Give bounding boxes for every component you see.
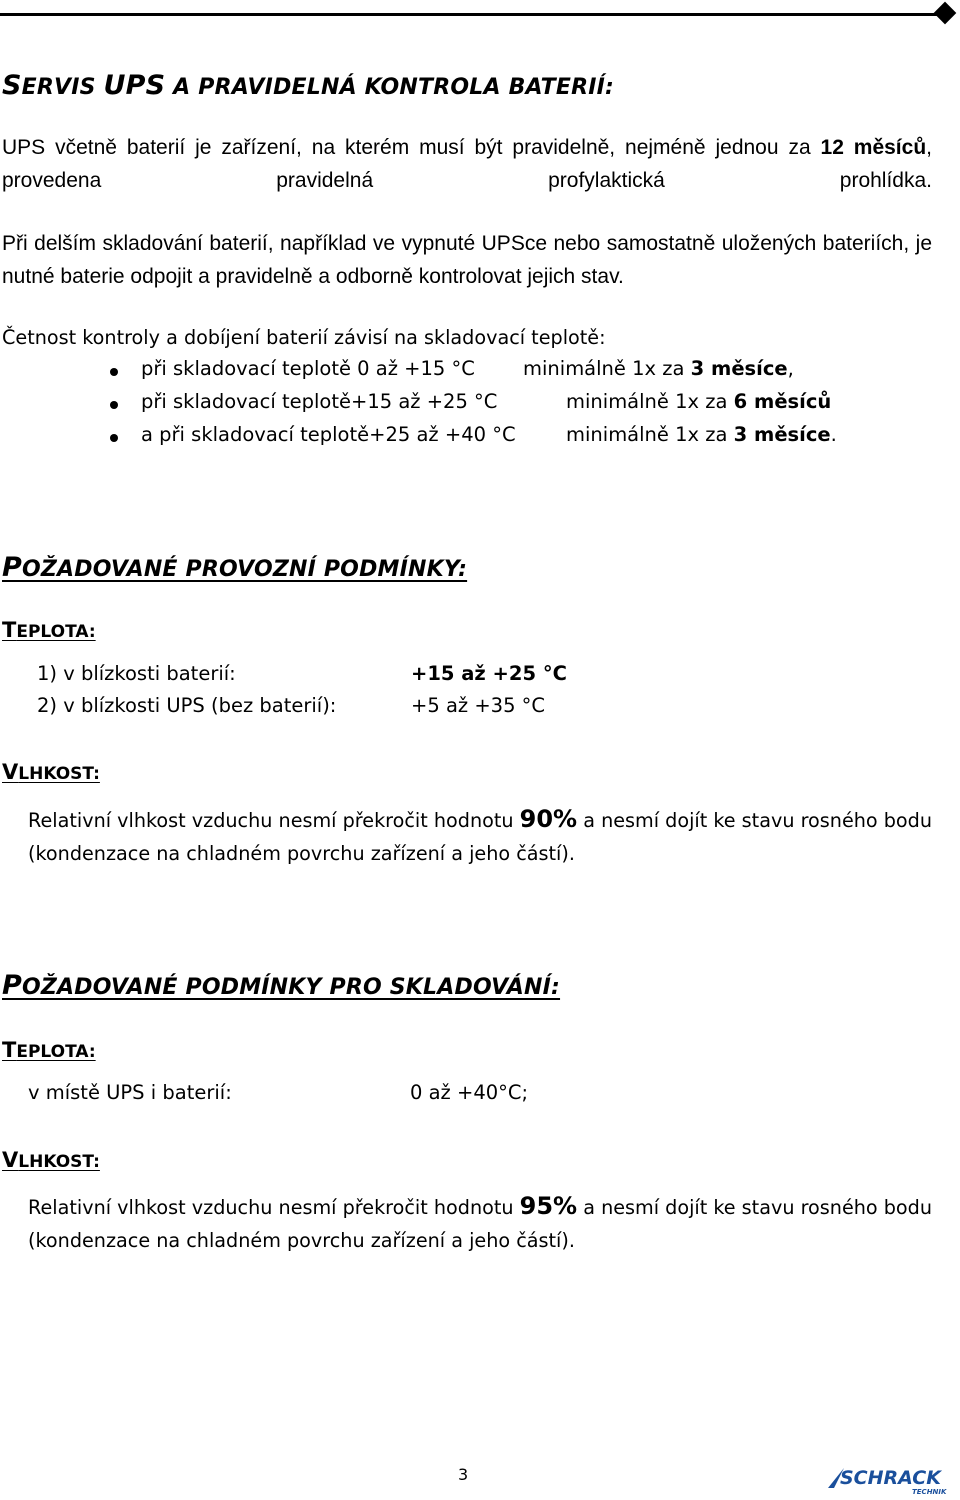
subheading-humidity: VLHKOST: [2,760,100,784]
check-interval: minimálně 1x za 3 měsíce. [566,423,837,446]
storage-temp: při skladovací teplotě 0 až +15 °C [141,357,475,380]
list-item [0,357,960,387]
subheading-temperature: TEPLOTA: [2,618,96,642]
schrack-logo [826,1462,950,1496]
paragraph-humidity: Relativní vlhkost vzduchu nesmí překročit hodnotu 90% a nesmí dojít ke stavu rosného bodu (kondenzace na chladném povrchu zařízení a jeho částí). [28,805,933,865]
bullet-icon [110,434,118,442]
temp-row-label: 1) v blízkosti baterií: [37,662,236,685]
paragraph-service: UPS včetně baterií je zařízení, na kterém musí být pravidelně, nejméně jednou za 12 měsíců, provedena pravidelná profylaktická prohlídka. [2,136,932,192]
logo-text: SCHRACK [840,1467,941,1489]
temp-row-value: +5 až +35 °C [411,694,546,717]
logo-subtext: TECHNIK [912,1488,947,1496]
check-interval: minimálně 1x za 3 měsíce, [523,357,794,380]
temp-row-label: 2) v blízkosti UPS (bez baterií): [37,694,337,717]
paragraph-humidity: Relativní vlhkost vzduchu nesmí překročit hodnotu 95% a nesmí dojít ke stavu rosného bodu (kondenzace na chladném povrchu zařízení a jeho částí). [28,1192,933,1252]
storage-temp-label: v místě UPS i baterií: [28,1081,232,1104]
bullet-icon [110,368,118,376]
storage-temp-value: 0 až +40°C; [410,1081,529,1104]
section-title-servis: SERVIS UPS A PRAVIDELNÁ KONTROLA BATERIÍ: [2,70,615,101]
paragraph-storage: Při delším skladování baterií, například ve vypnuté UPSce nebo samostatně uložených bateriích, je nutné baterie odpojit a pravidelně a odborně kontrolovat jejich stav. [2,232,932,288]
header-rule [0,13,938,16]
storage-temp: a při skladovací teplotě+25 až +40 °C [141,423,516,446]
page-number: 3 [458,1465,469,1484]
subheading-temperature: TEPLOTA: [2,1038,96,1062]
section-title-storage: POŽADOVANÉ PODMÍNKY PRO SKLADOVÁNÍ: [2,970,561,1001]
list-item [0,423,960,453]
temp-row-value: +15 až +25 °C [411,662,567,685]
paragraph-frequency: Četnost kontroly a dobíjení baterií závisí na skladovací teplotě: [2,326,606,349]
list-item [0,390,960,420]
bullet-icon [110,401,118,409]
storage-temp: při skladovací teplotě+15 až +25 °C [141,390,498,413]
section-title-operating: POŽADOVANÉ PROVOZNÍ PODMÍNKY: [2,552,468,583]
diamond-icon [934,2,957,25]
subheading-humidity: VLHKOST: [2,1148,100,1172]
check-interval: minimálně 1x za 6 měsíců [566,390,832,413]
